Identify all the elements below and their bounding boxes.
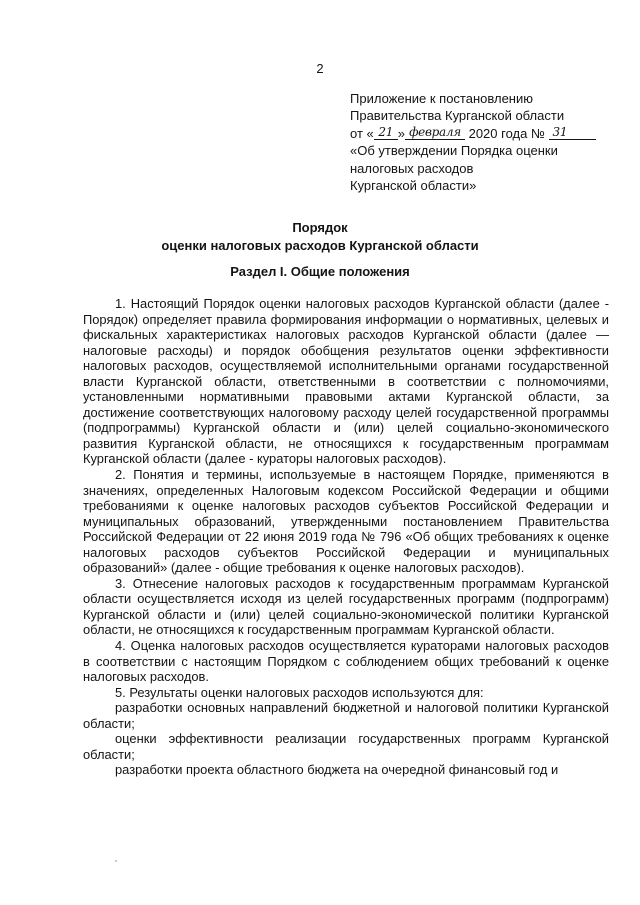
list-item-2: оценки эффективности реализации государственных программ Курганской области; <box>83 731 609 762</box>
paragraph-1: 1. Настоящий Порядок оценки налоговых расходов Курганской области (далее - Порядок) определяет правила формирования информации о нормативных, целевых и фискальных характеристиках налоговых расходов Курганской области (далее — налоговые расходы) и порядок обобщения результатов оценки эффективности налоговых расходов, осуществляемой исполнительными органами государственной власти Курганской области, ответственными в соответствии с полномочиями, установленными нормативными правовыми актами Курганской области, за достижение соответствующих налоговому расходу целей государственной программы (подпрограммы) Курганской области и (или) целей социально-экономического развития Курганской области, не относящихся к государственным программам Курганской области (далее - кураторы налоговых расходов). <box>83 296 609 467</box>
document-title <box>0 219 640 254</box>
paragraph-4: 4. Оценка налоговых расходов осуществляется кураторами налоговых расходов в соответствии с настоящим Порядком с соблюдением общих требований к оценке налоговых расходов. <box>83 638 609 685</box>
handwritten-document-number: 31 <box>549 126 596 140</box>
appendix-block <box>350 90 620 194</box>
date-mid: » <box>397 125 405 141</box>
list-item-3: разработки проекта областного бюджета на очередной финансовый год и <box>115 762 559 778</box>
body-text <box>83 296 609 778</box>
handwritten-month: февраля <box>405 126 465 140</box>
date-suffix: 2020 года № <box>464 125 549 141</box>
paragraph-5: 5. Результаты оценки налоговых расходов используются для: <box>115 684 484 700</box>
page-number: 2 <box>316 61 324 76</box>
scan-speck <box>115 860 117 862</box>
appendix-line-2: Правительства Курганской области <box>350 108 565 124</box>
appendix-line-4: «Об утверждении Порядка оценки <box>350 143 558 159</box>
title-line-2: оценки налоговых расходов Курганской области <box>161 237 479 253</box>
list-item-1: разработки основных направлений бюджетной и налоговой политики Курганской области; <box>83 700 609 731</box>
handwritten-day: 21 <box>374 126 398 140</box>
appendix-line-6: Курганской области» <box>350 178 477 194</box>
paragraph-3: 3. Отнесение налоговых расходов к государственным программам Курганской области осуществляется исходя из целей государственных программ (подпрограмм) Курганской области и (или) целей социально-экономической политики Курганской области, не относящихся к государственным программам Курганской области. <box>83 575 609 638</box>
appendix-line-1: Приложение к постановлению <box>350 91 533 106</box>
appendix-date-line <box>350 125 620 142</box>
section-title: Раздел I. Общие положения <box>230 264 410 279</box>
appendix-line-5: налоговых расходов <box>350 160 474 176</box>
date-prefix: от « <box>350 125 374 141</box>
paragraph-2: 2. Понятия и термины, используемые в настоящем Порядке, применяются в значениях, определенных Налоговым кодексом Российской Федерации и общими требованиями к оценке налоговых расходов субъектов Российской Федерации и муниципальных образований, утвержденными постановлением Правительства Российской Федерации от 22 июня 2019 года № 796 «Об общих требованиях к оценке налоговых расходов субъектов Российской Федерации и муниципальных образований» (далее - общие требования к оценке налоговых расходов). <box>83 467 609 576</box>
title-line-1: Порядок <box>292 220 348 235</box>
